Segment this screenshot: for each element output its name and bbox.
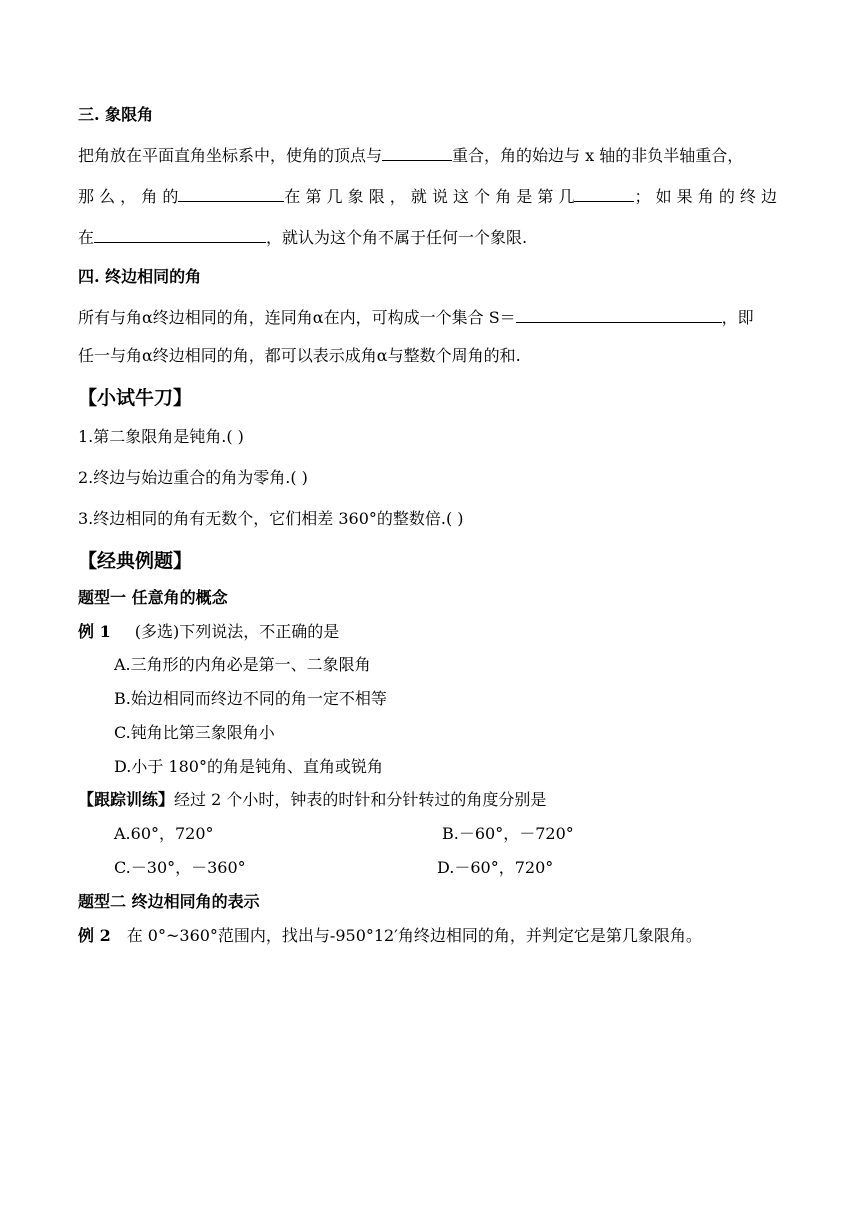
- text-segment: 把角放在平面直角坐标系中，使角的顶点与: [78, 146, 383, 165]
- examples-heading: 【经典例题】: [78, 550, 193, 572]
- text-segment: ，就认为这个角不属于任何一个象限.: [266, 228, 528, 247]
- option-d: D.小于 180°的角是钝角、直角或锐角: [114, 757, 383, 776]
- quiz-item: 1.第二象限角是钝角.( ): [78, 427, 244, 446]
- quiz-heading: 【小试牛刀】: [78, 387, 193, 409]
- fill-blank: [178, 185, 284, 202]
- track-option-b: B.－60°，－720°: [442, 824, 574, 843]
- fill-blank: [94, 226, 266, 243]
- paragraph-line: [78, 185, 777, 208]
- example-2: [78, 925, 702, 947]
- track-option-d: D.－60°，720°: [437, 858, 554, 877]
- tracking-practice: [78, 789, 546, 811]
- fill-blank: [574, 185, 634, 202]
- example-label: 例 1: [78, 622, 111, 641]
- quiz-item: 3.终边相同的角有无数个，它们相差 360°的整数倍.( ): [78, 509, 464, 528]
- quiz-item: 2.终边与始边重合的角为零角.( ): [78, 468, 308, 487]
- fill-blank: [516, 306, 722, 323]
- example-label: 例 2: [78, 926, 111, 945]
- paragraph-line: [78, 306, 754, 329]
- option-a: A.三角形的内角必是第一、二象限角: [114, 655, 371, 674]
- tracking-text: 经过 2 个小时，钟表的时针和分针转过的角度分别是: [174, 790, 547, 809]
- tracking-label: 【跟踪训练】: [78, 790, 175, 809]
- question-type-title: 题型一 任意角的概念: [78, 588, 228, 607]
- text-segment: 在: [78, 228, 95, 247]
- paragraph-line: [78, 144, 743, 167]
- section-heading-coterminal-angle: 四. 终边相同的角: [78, 267, 202, 286]
- option-c: C.钝角比第三象限角小: [114, 723, 275, 742]
- text-segment: 在 第 几 象 限 ， 就 说 这 个 角 是 第 几: [284, 187, 575, 206]
- text-segment: ，即: [721, 308, 754, 327]
- track-option-c: C.－30°，－360°: [114, 858, 246, 877]
- example-1: [78, 621, 339, 643]
- section-heading-quadrant-angle: 三. 象限角: [78, 105, 154, 124]
- example-text: 在 0°~360°范围内，找出与-950°12′角终边相同的角，并判定它是第几象限角。: [126, 926, 702, 945]
- text-segment: ； 如 果 角 的 终 边: [634, 187, 778, 206]
- paragraph-line: 任一与角α终边相同的角，都可以表示成角α与整数个周角的和.: [78, 346, 521, 365]
- fill-blank: [382, 144, 452, 161]
- text-segment: 重合，角的始边与 x 轴的非负半轴重合，: [452, 146, 744, 165]
- track-option-a: A.60°，720°: [114, 824, 214, 843]
- question-type-title: 题型二 终边相同角的表示: [78, 892, 260, 911]
- text-segment: 那 么 ， 角 的: [78, 187, 179, 206]
- text-segment: 所有与角α终边相同的角，连同角α在内，可构成一个集合 S＝: [78, 308, 516, 327]
- paragraph-line: [78, 226, 527, 249]
- option-b: B.始边相同而终边不同的角一定不相等: [114, 689, 387, 708]
- example-text: (多选)下列说法，不正确的是: [134, 622, 340, 641]
